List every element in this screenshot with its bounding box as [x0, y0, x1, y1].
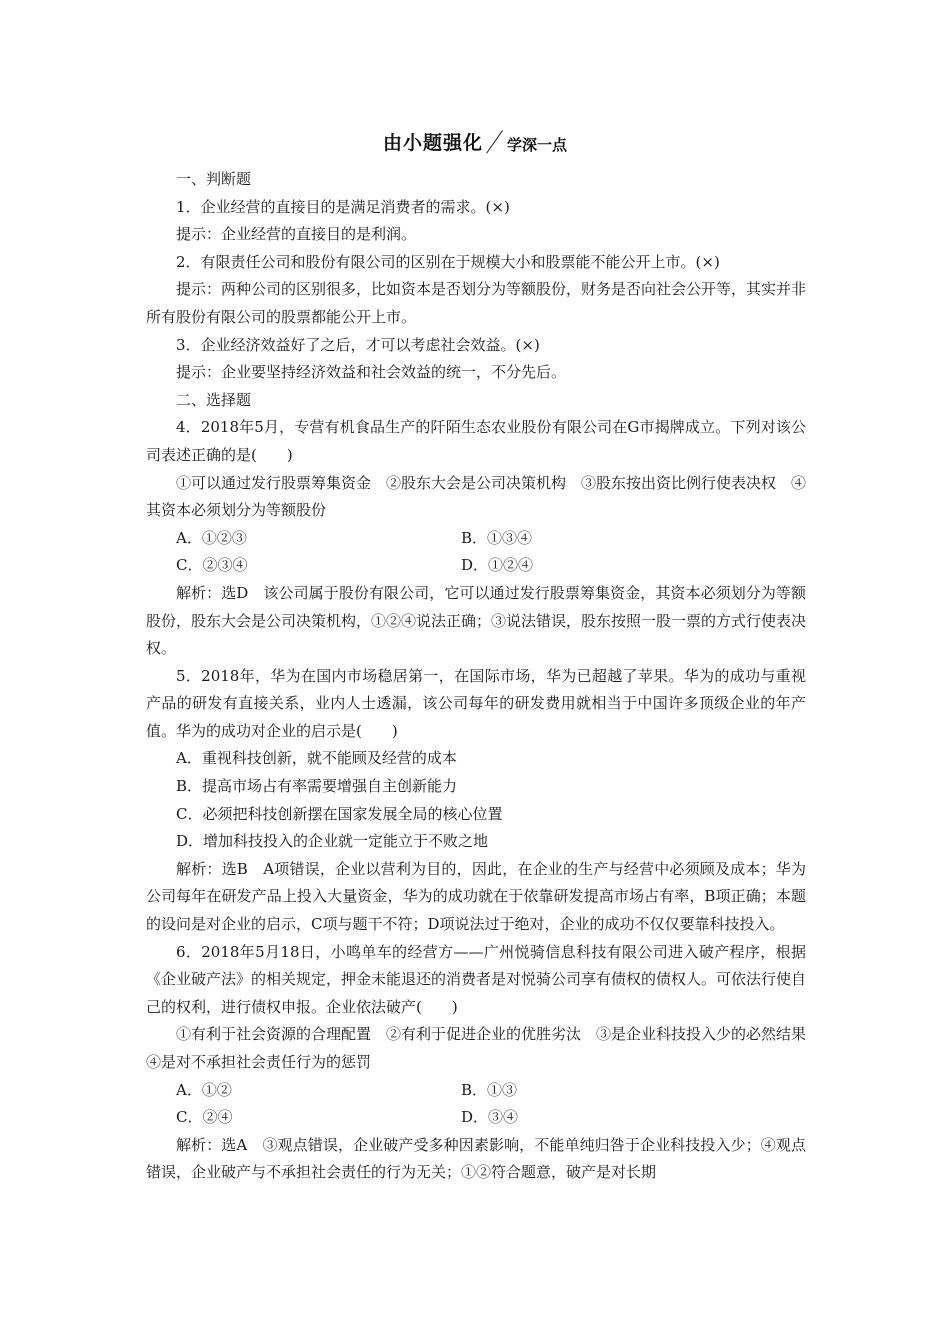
text-paragraph: 1．企业经营的直接目的是满足消费者的需求。(×) — [176, 197, 510, 216]
text-paragraph: B．提高市场占有率需要增强自主创新能力 — [176, 777, 458, 796]
option-row — [146, 1077, 806, 1105]
text-paragraph: 5．2018年，华为在国内市场稳居第一，在国际市场，华为已超越了苹果。华为的成功与重视产品的研发有直接关系，业内人士透漏，该公司每年的研发费用就相当于中国许多顶级企业的年产值。华为的成功对企业的启示是( ) — [146, 666, 806, 740]
banner-main-title: 由小题强化 — [382, 132, 483, 154]
text-paragraph: ①有利于社会资源的合理配置 ②有利于促进企业的优胜劣汰 ③是企业科技投入少的必然结果 ④是对不承担社会责任行为的惩罚 — [146, 1025, 822, 1071]
option-item: B．①③ — [461, 1080, 518, 1099]
option-row — [146, 1104, 806, 1132]
text-paragraph: D．增加科技投入的企业就一定能立于不败之地 — [176, 832, 489, 851]
section-banner — [0, 128, 950, 155]
text-paragraph: 二、选择题 — [176, 390, 252, 409]
text-paragraph: A．重视科技创新，就不能顾及经营的成本 — [176, 749, 457, 768]
text-paragraph: 一、判断题 — [176, 170, 252, 188]
text-paragraph: 解析：选D 该公司属于股份有限公司，它可以通过发行股票筹集资金，其资本必须划分为等额股份，股东大会是公司决策机构，①②④说法正确；③说法错误，股东按照一股一票的方式行使表决权。 — [146, 583, 807, 658]
option-item: A．①②③ — [176, 528, 247, 547]
text-paragraph: 解析：选B A项错误，企业以营利为目的，因此，在企业的生产与经营中必须顾及成本；华为公司每年在研发产品上投入大量资金，华为的成功就在于依靠研发提高市场占有率，B项正确；本题的设问是对企业的启示，C项与题干不符；D项说法过于绝对，企业的成功不仅仅要靠科技投入。 — [146, 859, 806, 934]
text-paragraph: 6．2018年5月18日，小鸣单车的经营方——广州悦骑信息科技有限公司进入破产程序，根据《企业破产法》的相关规定，押金未能退还的消费者是对悦骑公司享有债权的债权人。可依法行使自己的权利，进行债权申报。企业依法破产( ) — [146, 942, 807, 1016]
text-paragraph: C．必须把科技创新摆在国家发展全局的核心位置 — [176, 804, 503, 823]
option-row — [146, 552, 806, 580]
text-paragraph: 提示：两种公司的区别很多，比如资本是否划分为等额股份，财务是否向社会公开等，其实并非所有股份有限公司的股票都能公开上市。 — [146, 280, 807, 326]
text-paragraph: 提示：企业要坚持经济效益和社会效益的统一，不分先后。 — [176, 363, 567, 382]
document-body — [146, 166, 822, 1187]
option-item: C．②④ — [176, 1108, 233, 1127]
text-paragraph: 3．企业经济效益好了之后，才可以考虑社会效益。(×) — [176, 335, 540, 354]
option-item: A．①② — [176, 1080, 232, 1099]
text-paragraph: 2．有限责任公司和股份有限公司的区别在于规模大小和股票能不能公开上市。(×) — [176, 252, 720, 271]
option-item: C．②③④ — [176, 556, 248, 575]
option-item: D．③④ — [461, 1108, 519, 1127]
text-paragraph: 提示：企业经营的直接目的是利润。 — [176, 225, 417, 244]
text-paragraph: ①可以通过发行股票筹集资金 ②股东大会是公司决策机构 ③股东按出资比例行使表决权 ④其资本必须划分为等额股份 — [146, 473, 807, 520]
option-item: D．①②④ — [461, 556, 534, 575]
text-paragraph: 解析：选A ③观点错误，企业破产受多种因素影响，不能单纯归咎于企业科技投入少；④观点错误，企业破产与不承担社会责任的行为无关；①②符合题意，破产是对长期 — [146, 1135, 806, 1182]
option-item: B．①③④ — [461, 528, 533, 547]
text-paragraph: 4．2018年5月，专营有机食品生产的阡陌生态农业股份有限公司在G市揭牌成立。下列对该公司表述正确的是( ) — [146, 418, 806, 464]
banner-subtitle: 学深一点 — [507, 136, 568, 154]
banner-slash-divider — [484, 129, 506, 155]
option-row — [146, 525, 806, 553]
